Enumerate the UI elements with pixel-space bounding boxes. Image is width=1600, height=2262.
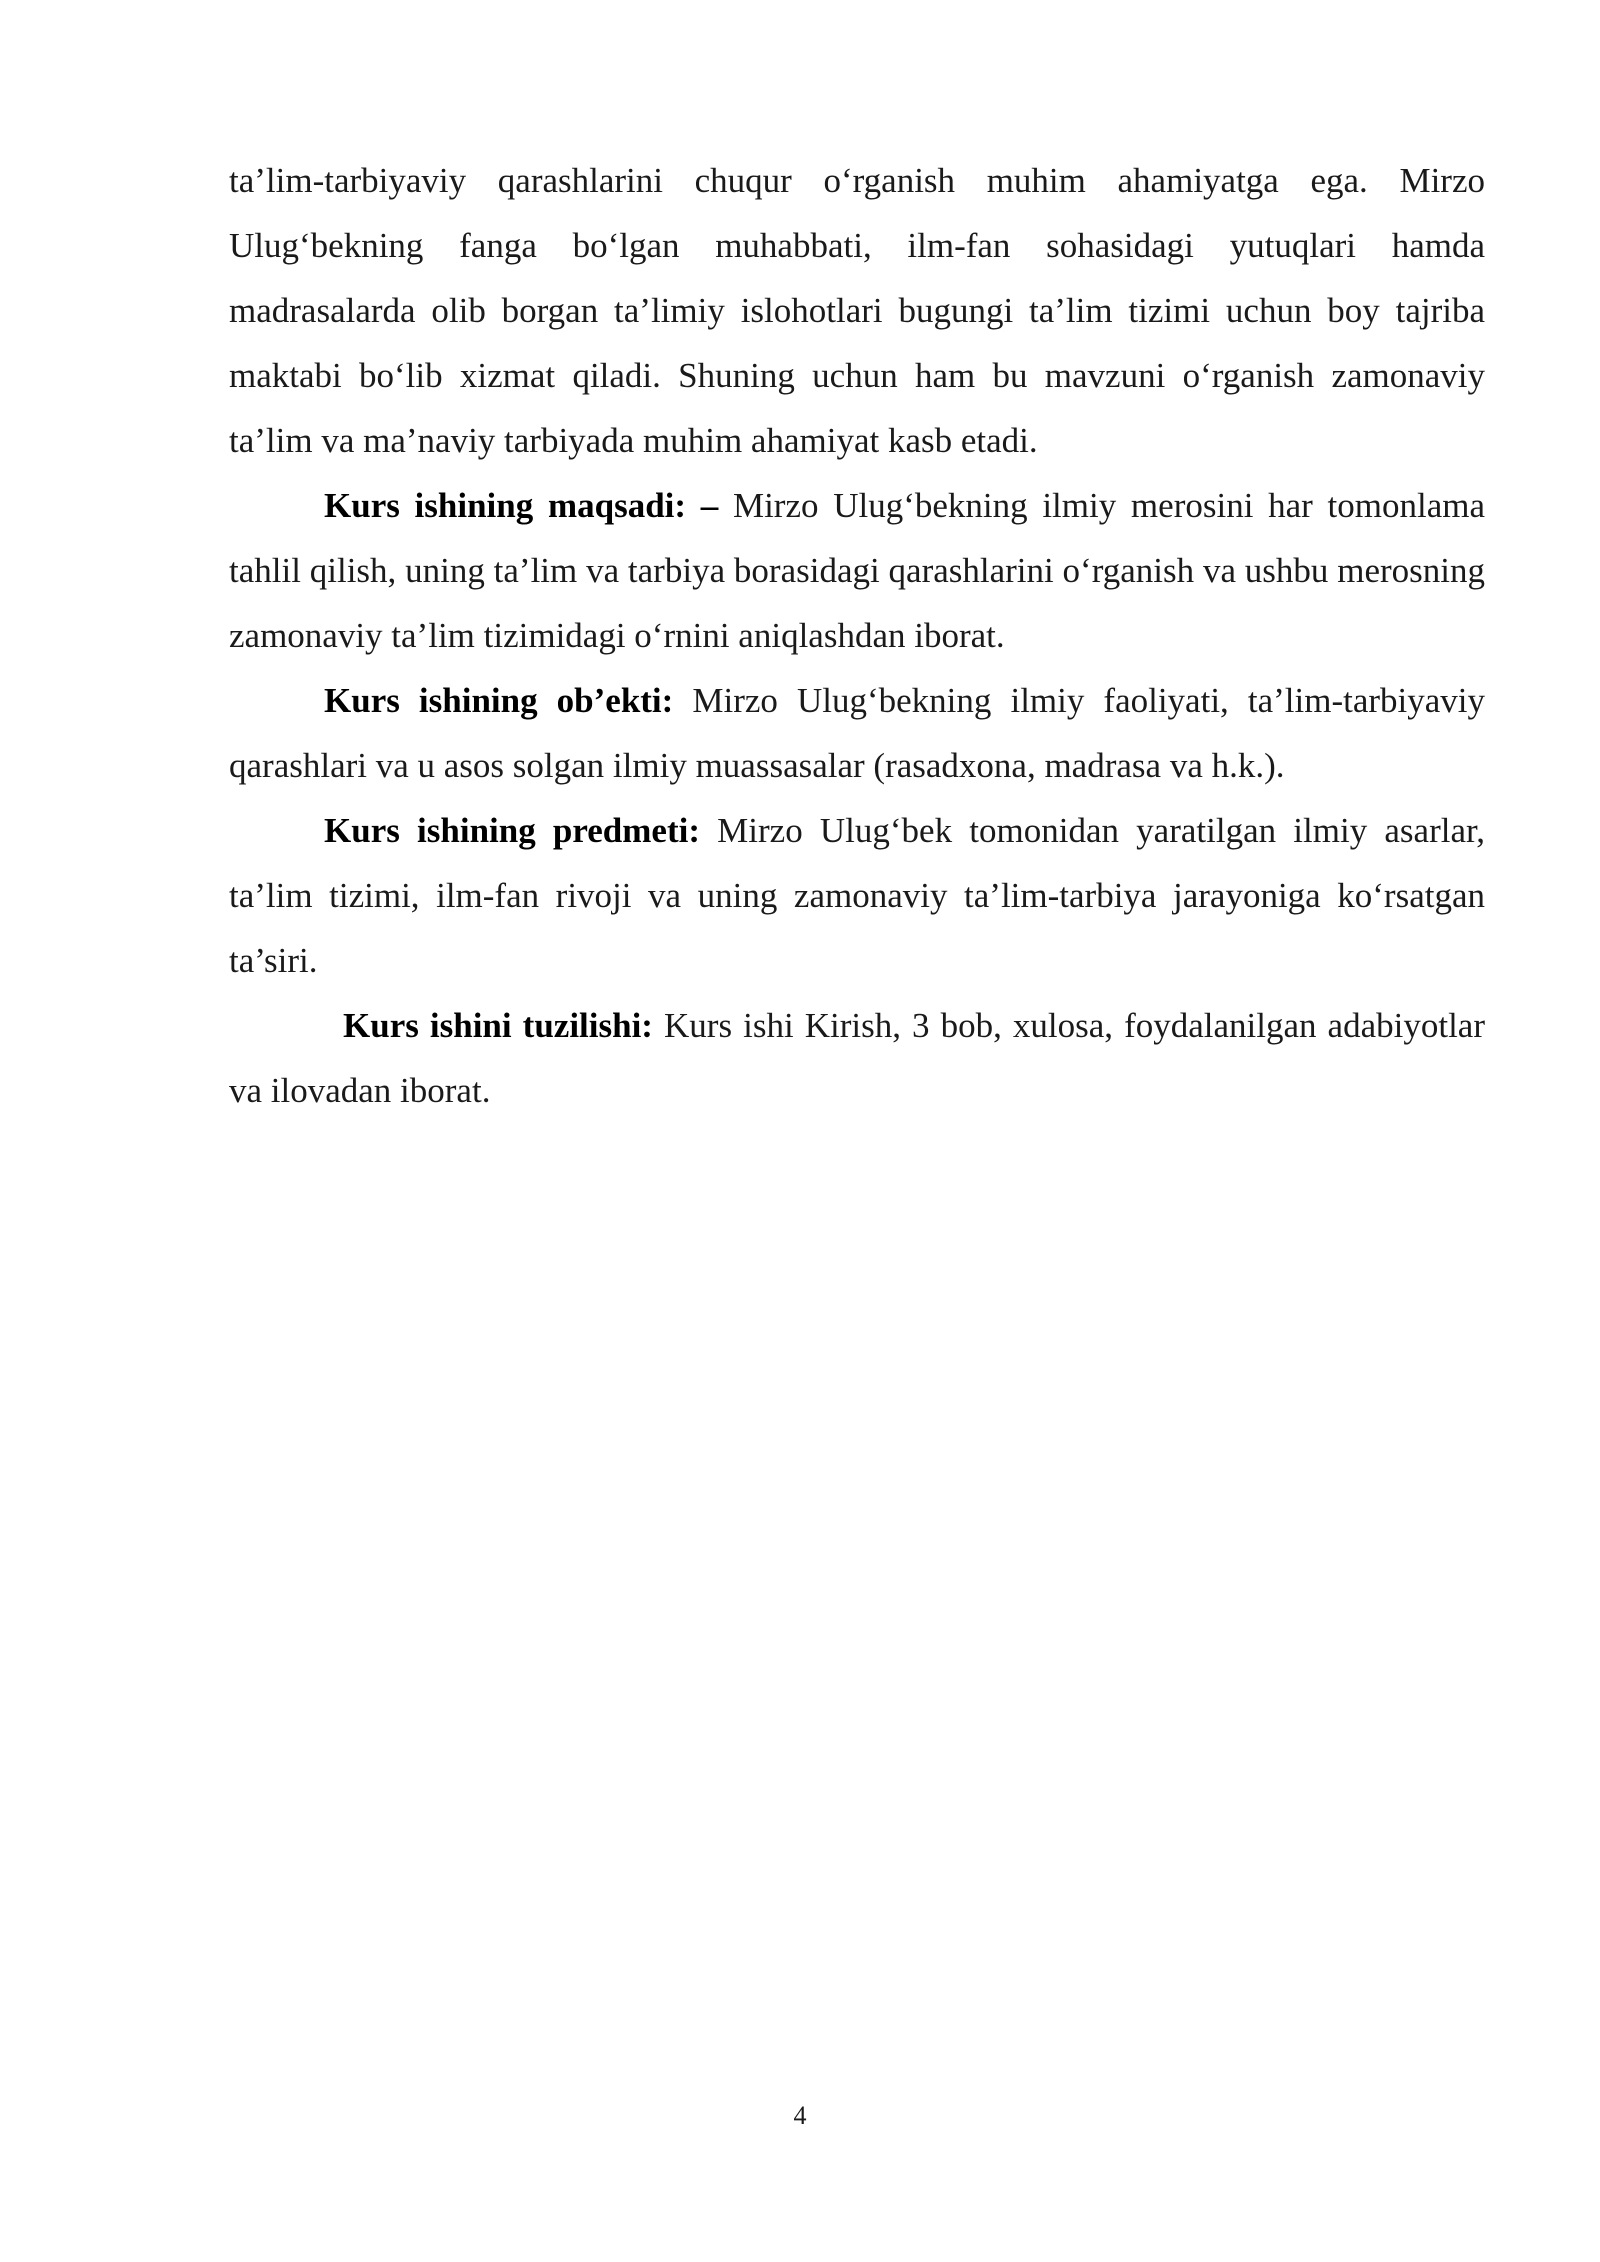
document-page	[229, 148, 1485, 1123]
subject-label: Kurs ishining predmeti:	[324, 811, 700, 850]
structure-paragraph	[229, 993, 1485, 1123]
goal-text: Mirzo Ulug‘bekning ilmiy merosini har tomonlama tahlil qilish, uning ta’lim va tarbiya borasidagi qarashlarini o‘rganish va ushbu merosning zamonaviy ta’lim tizimidagi o‘rnini aniqlashdan iborat.	[229, 486, 1485, 655]
intro-text: ta’lim-tarbiyaviy qarashlarini chuqur o‘rganish muhim ahamiyatga ega. Mirzo Ulug‘bekning fanga bo‘lgan muhabbati, ilm-fan sohasidagi yutuqlari hamda madrasalarda olib borgan ta’limiy islohotlari bugungi ta’lim tizimi uchun boy tajriba maktabi bo‘lib xizmat qiladi. Shuning uchun ham bu mavzuni o‘rganish zamonaviy ta’lim va ma’naviy tarbiyada muhim ahamiyat kasb etadi.	[229, 161, 1485, 460]
object-text: Mirzo Ulug‘bekning ilmiy faoliyati, ta’lim-tarbiyaviy qarashlari va u asos solgan ilmiy muassasalar (rasadxona, madrasa va h.k.).	[229, 681, 1485, 785]
goal-label: Kurs ishining maqsadi: –	[324, 486, 719, 525]
structure-text: Kurs ishi Kirish, 3 bob, xulosa, foydalanilgan adabiyotlar va ilovadan iborat.	[229, 1006, 1485, 1110]
page-number: 4	[793, 2101, 807, 2130]
object-paragraph	[229, 668, 1485, 798]
goal-paragraph	[229, 473, 1485, 668]
object-label: Kurs ishining ob’ekti:	[324, 681, 674, 720]
subject-paragraph	[229, 798, 1485, 993]
structure-label: Kurs ishini tuzilishi:	[343, 1006, 653, 1045]
intro-paragraph	[229, 148, 1485, 473]
subject-text: Mirzo Ulug‘bek tomonidan yaratilgan ilmiy asarlar, ta’lim tizimi, ilm-fan rivoji va uning zamonaviy ta’lim-tarbiya jarayoniga ko‘rsatgan ta’siri.	[229, 811, 1485, 980]
